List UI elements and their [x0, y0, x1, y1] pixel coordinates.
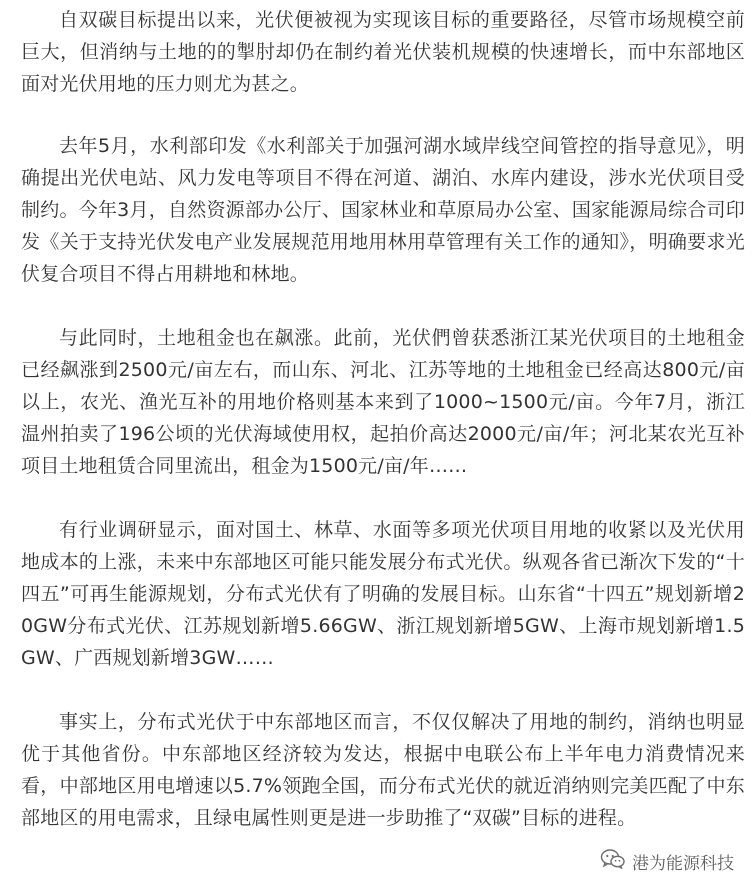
paragraph-4: 有行业调研显示，面对国土、林草、水面等多项光伏项目用地的收紧以及光伏用地成本的上涨，未来中东部地区可能只能发展分布式光伏。纵观各省已渐次下发的“十四五”可再生能源规划，分布式光伏有了明确的发展目标。山东省“十四五”规划新增20GW分布式光伏、江苏规划新增5.66GW、浙江规划新增5GW、上海市规划新增1.5GW、广西规划新增3GW…… [21, 519, 745, 669]
wechat-icon [600, 848, 626, 875]
paragraph-5: 事实上，分布式光伏于中东部地区而言，不仅仅解决了用地的制约，消纳也明显优于其他省份。中东部地区经济较为发达，根据中电联公布上半年电力消费情况来看，中部地区用电增速以5.7%领跑全国，而分布式光伏的就近消纳则完美匹配了中东部地区的用电需求，且绿电属性则更是进一步助推了“双碳”目标的进程。 [21, 711, 745, 829]
paragraph-2: 去年5月，水利部印发《水利部关于加强河湖水域岸线空间管控的指导意见》，明确提出光伏电站、风力发电等项目不得在河道、湖泊、水库内建设，涉水光伏项目受制约。今年3月，自然资源部办公厅、国家林业和草原局办公室、国家能源局综合司印发《关于支持光伏发电产业发展规范用地用林用草管理有关工作的通知》，明确要求光伏复合项目不得占用耕地和林地。 [21, 135, 745, 285]
watermark-text: 港为能源科技 [632, 854, 734, 874]
paragraph-1: 自双碳目标提出以来，光伏便被视为实现该目标的重要路径，尽管市场规模空前巨大，但消纳与土地的的掣肘却仍在制约着光伏装机规模的快速增长，而中东部地区面对光伏用地的压力则尤为甚之。 [21, 9, 745, 95]
source-watermark [600, 848, 734, 875]
paragraph-3: 与此同时，土地租金也在飙涨。此前，光伏們曾获悉浙江某光伏项目的土地租金已经飙涨到2500元/亩左右，而山东、河北、江苏等地的土地租金已经高达800元/亩以上，农光、渔光互补的用地价格则基本来到了1000~1500元/亩。今年7月，浙江温州拍卖了196公顷的光伏海域使用权，起拍价高达2000元/亩/年；河北某农光互补项目土地租赁合同里流出，租金为1500元/亩/年…… [21, 327, 745, 477]
